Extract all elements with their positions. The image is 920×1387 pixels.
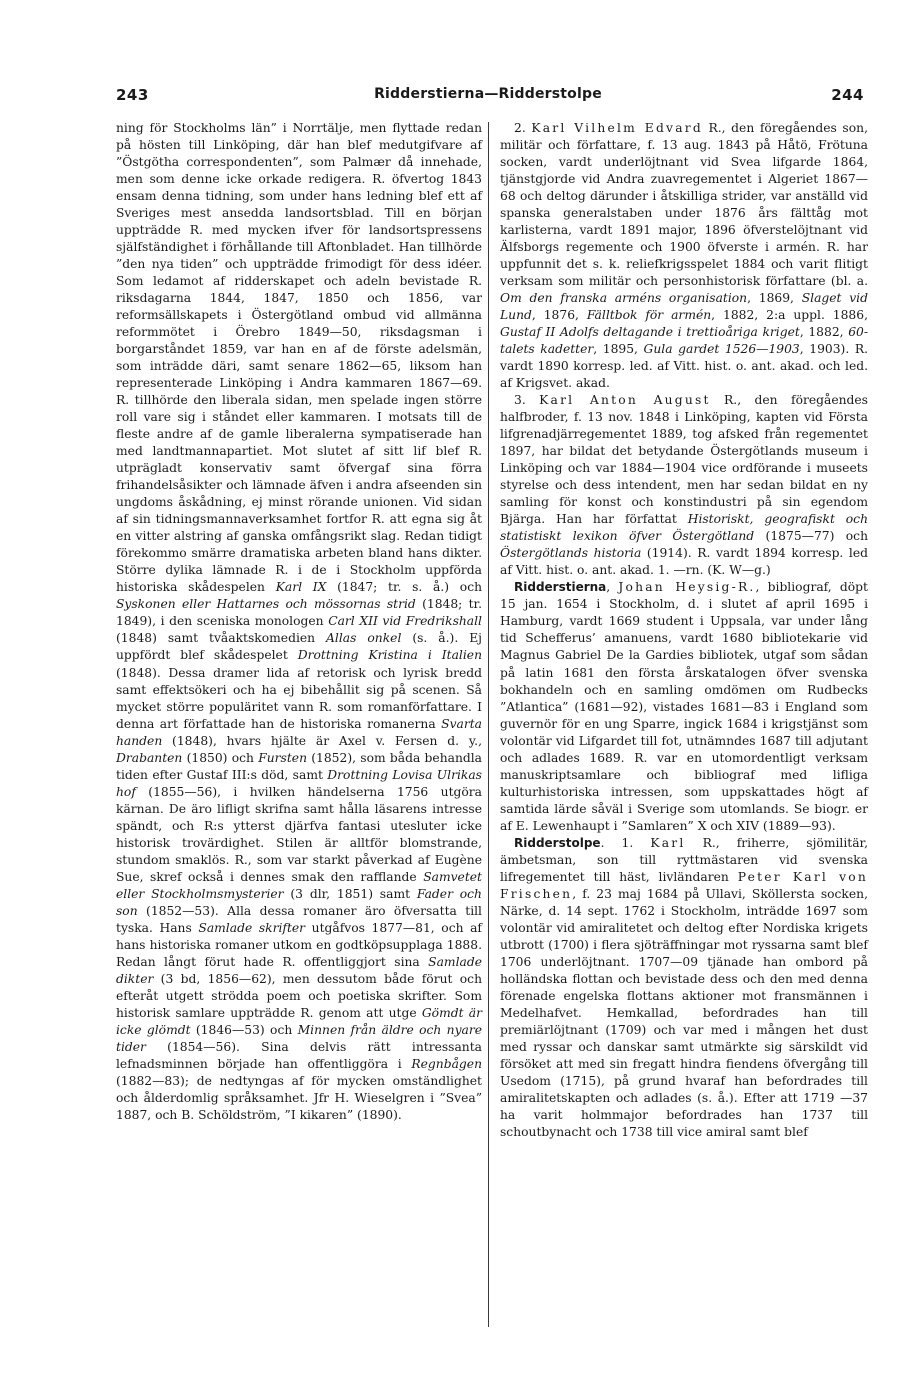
work-title: Carl XII vid Fredrikshall (328, 614, 482, 629)
work-title: Allas onkel (326, 631, 402, 646)
work-title: Regnbågen (411, 1056, 482, 1071)
entry-karl-anton-august: 3. Karl Anton August R., den föregåendes halfbroder, f. 13 nov. 1848 i Linköping, kapten vid Första lifgrenadjärregementet 1889, tog afsked från regementet 1897, har bildat det betydande Östergötlands museum i Linköping och var 1884—1904 vice ordförande i museets styrelse och dess intendent, men har sedan bildat en ny samling för konst och konstindustri på sin egendom Bjärga. Han har författat Historiskt, geografiskt och statistiskt lexikon öfver Östergötland (1875—77) och Östergötlands historia (1914). R. vardt 1894 korresp. led af Vitt. hist. o. ant. akad. 1. —rn. (K. W—g.) (500, 393, 868, 578)
work-title: Fursten (258, 750, 307, 765)
running-title: Ridderstierna—Ridderstolpe (374, 86, 602, 102)
page-number-right: 244 (831, 86, 864, 104)
work-title: Fader och son (116, 886, 482, 918)
entry-ridderstierna-johan: Ridderstierna, Johan Heysig-R., bibliograf, döpt 15 jan. 1654 i Stockholm, d. i slutet af april 1695 i Hamburg, vardt 1669 student i Uppsala, var under lång tid Schefferus’ amanuens, vardt 1680 bibliotekarie vid Magnus Gabriel De la Gardies bibliotek, utgaf som sådan på latin 1681 den första årskatalogen öfver svenska bokhandeln och en samling omdömen om Rudbecks ”Atlantica” (1681—92), vistades 1681—83 i England som guvernör för en ung Sparre, ingick 1684 i krigstjänst som volontär vid Lifgardet till fot, utnämndes 1687 till adjutant och adlades 1689. R. var en utomordentligt verksam manuskriptsamlare och bibliograf med lifliga kulturhistoriska intressen, som uppskattades högt af samtida lärde såväl i Sverige som utomlands. Se biogr. er af E. Lewenhaupt i ”Samlaren” X och XIV (1889—93). (500, 580, 868, 833)
work-title: Gustaf II Adolfs deltagande i trettioåriga kriget (500, 325, 800, 340)
work-title: 60-talets kadetter (500, 325, 868, 357)
work-title: Historiskt, geografiskt och statistiskt lexikon öfver Östergötland (500, 512, 868, 544)
work-title: Samlade skrifter (198, 920, 306, 935)
work-title: Drabanten (116, 750, 183, 765)
work-title: Syskonen eller Hattarnes och mössornas strid (116, 597, 416, 612)
right-column (500, 120, 868, 1141)
entry-karl-vilhelm-edvard: 2. Karl Vilhelm Edvard R., den föregåendes son, militär och författare, f. 13 aug. 1843 på Håtö, Frötuna socken, vardt underlöjtnant vid Svea lifgarde 1864, tjänstgjorde vid Andra zuavregementet i Algeriet 1867—68 och deltog därunder i åtskilliga strider, var anställd vid spanska generalstaben under 1876 års fälttåg mot karlisterna, vardt 1891 major, 1896 öfverstelöjtnant vid Älfsborgs regemente och 1900 öfverste i armén. R. har uppfunnit det s. k. reliefkrigsspelet 1884 och varit flitigt verksam som militär och personhistorisk författare (bl. a. Om den franska arméns organisation, 1869, Slaget vid Lund, 1876, Fälltbok för armén, 1882, 2:a uppl. 1886, Gustaf II Adolfs deltagande i trettioåriga kriget, 1882, 60-talets kadetter, 1895, Gula gardet 1526—1903, 1903). R. vardt 1890 korresp. led. af Vitt. hist. o. ant. akad. och led. af Krigsvet. akad. (500, 121, 868, 391)
person-name: Karl Vilhelm Edvard (531, 121, 703, 135)
work-title: Karl IX (275, 580, 327, 595)
work-title: Östergötlands historia (500, 546, 642, 561)
person-name: Karl (650, 835, 686, 850)
work-title: Svarta handen (116, 716, 482, 748)
work-title: Fälltbok för armén (586, 308, 712, 323)
work-title: Minnen från äldre och nyare tider (116, 1022, 482, 1054)
running-head (112, 86, 864, 110)
headword: Ridderstolpe (514, 835, 601, 850)
person-name: Johan Heysig-R. (618, 580, 756, 595)
headword: Ridderstierna (514, 580, 607, 595)
page-number-left: 243 (116, 86, 149, 104)
work-title: Samvetet eller Stockholmsmysterier (116, 869, 482, 901)
work-title: Slaget vid Lund (500, 291, 868, 323)
left-column (116, 120, 482, 1124)
work-title: Drottning Kristina i Italien (297, 648, 482, 663)
work-title: Samlade dikter (116, 954, 482, 986)
work-title: Drottning Lovisa Ulrikas hof (116, 767, 482, 799)
column-divider (488, 122, 489, 1327)
ridderstierna-article-continuation: ning för Stockholms län” i Norrtälje, men flyttade redan på hösten till Linköping, där han blef medutgifvare af ”Östgötha correspondenten”, som Palmær då innehade, men som denne icke orkade redigera. R. öfvertog 1843 ensam denna tidning, som under hans ledning blef ett af Sveriges mest ansedda landsortsblad. Till en början uppträdde R. med mycken ifver för landsortspressens själfständighet i förhållande till Aftonbladet. Han tillhörde ”den nya tiden” och uppträdde frimodigt för dess idéer. Som ledamot af ridderskapet och adeln bevistade R. riksdagarna 1844, 1847, 1850 och 1856, var reformsällskapets i Östergötland ombud vid allmänna reformmötet i Örebro 1849—50, riksdagsman i borgarståndet 1859, var han en af de förste adelsmän, som inträdde däri, samt senare 1862—65, liksom han representerade Linköping i Andra kammaren 1867—69. R. tillhörde den liberala sidan, men spelade ingen större roll vare sig i ståndet eller kammaren. I motsats till de fleste andre af de gamle liberalerna sympatiserade han med landtmannapartiet. Mot slutet af sitt lif blef R. utprägladt konservativ samt öfvergaf sina förra frihandelsåsikter och lämnade äfven i andra afseenden sin ungdoms åskådning, ej minst rörande unionen. Vid sidan af sin tidningsmannaverksamhet fortfor R. att egna sig åt en vitter alstring af ganska omfångsrikt slag. Redan tidigt förekommo smärre dramatiska arbeten bland hans dikter. Större dylika lämnade R. i de i Stockholm uppförda historiska skådespelen Karl IX (1847; tr. s. å.) och Syskonen eller Hattarnes och mössornas strid (1848; tr. 1849), i den sceniska monologen Carl XII vid Fredrikshall (1848) samt tvåaktskomedien Allas onkel (s. å.). Ej uppfördt blef skådespelet Drottning Kristina i Italien (1848). Dessa dramer lida af retorisk och lyrisk bredd samt effektsökeri och ha ej bibehållit sig på scenen. Så mycket större populäritet vann R. som romanförfattare. I denna art författade han de historiska romanerna Svarta handen (1848), hvars hjälte är Axel v. Fersen d. y., Drabanten (1850) och Fursten (1852), som båda behandla tiden efter Gustaf III:s död, samt Drottning Lovisa Ulrikas hof (1855—56), i hvilken händelserna 1756 utgöra kärnan. De äro lifligt skrifna samt hålla läsarens intresse spändt, och R:s ytterst djärfva fantasi utesluter icke historisk trovärdighet. Stilen är alltför blomstrande, stundom smaklös. R., som var starkt påverkad af Eugène Sue, skref också i dennes smak den rafflande Samvetet eller Stockholmsmysterier (3 dlr, 1851) samt Fader och son (1852—53). Alla dessa romaner äro öfversatta till tyska. Hans Samlade skrifter utgåfvos 1877—81, och af hans historiska romaner utkom en godtköpsupplaga 1888. Redan långt förut hade R. offentliggjort sina Samlade dikter (3 bd, 1856—62), men dessutom både förut och efteråt utgett strödda poem och poetiska skrifter. Som historisk samlare uppträdde R. genom att utge Gömdt är icke glömdt (1846—53) och Minnen från äldre och nyare tider (1854—56). Sina delvis rätt intressanta lefnadsminnen började han offentliggöra i Regnbågen (1882—83); de nedtyngas af för mycken omständlighet och ålderdomlig språksamhet. Jfr H. Wieselgren i ”Svea” 1887, och B. Schöldström, ”I kikaren” (1890). (116, 121, 483, 1122)
work-title: Om den franska arméns organisation (500, 291, 748, 306)
work-title: Gula gardet 1526—1903 (643, 342, 800, 357)
work-title: Gömdt är icke glömdt (116, 1005, 482, 1037)
person-name: Peter Karl von Frischen (500, 869, 868, 901)
person-name: Karl Anton August (539, 393, 711, 408)
entry-ridderstolpe-karl: Ridderstolpe. 1. Karl R., friherre, sjömilitär, ämbetsman, son till ryttmästaren vid svenska lifregementet till häst, livländaren Peter Karl von Frischen, f. 23 maj 1684 på Ullavi, Sköllersta socken, Närke, d. 14 sept. 1762 i Stockholm, inträdde 1697 som volontär vid amiralitetet och deltog efter Nordiska krigets utbrott (1700) i flera sjöträffningar mot ryssarna samt blef 1706 underlöjtnant. 1707—09 tjänade han ombord på holländska flottan och bevistade dess och den med denna förenade engelska flottans aktioner mot fransmännen i Medelhafvet. Hemkallad, befordrades han till premiärlöjtnant (1709) och var med i mången het dust med ryssar och danskar samt utmärkte sig särskildt vid försöket att med sin fregatt hindra fiendens öfvergång till Usedom (1715), på grund hvaraf han befordrades till amiralitetskapten och adlades (s. å.). Efter att 1719 —37 ha varit holmmajor befordrades han 1737 till schoutbynacht och 1738 till vice amiral samt blef (500, 835, 868, 1139)
